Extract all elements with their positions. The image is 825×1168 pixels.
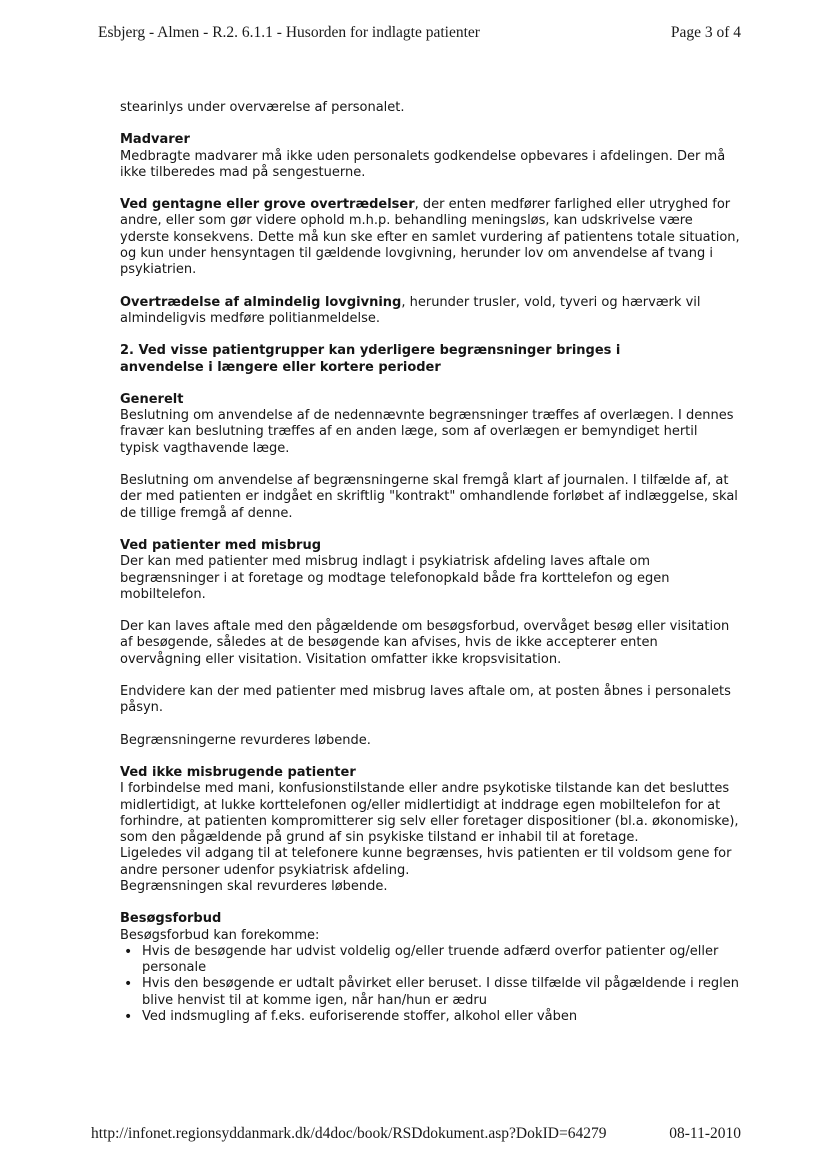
section-ikke-misbrug (120, 765, 740, 895)
text-lovgivning: , herunder trusler, vold, tyveri og hærværk vil almindeligvis medføre politianmeldelse. (120, 294, 701, 326)
heading-madvarer: Madvarer (120, 132, 190, 148)
footer-date: 08-11-2010 (669, 1125, 741, 1142)
ikke-misbrug-paragraph-2: Ligeledes vil adgang til at telefonere kunne begrænses, hvis patienten er til voldsom gene for andre personer udenfor psykiatrisk afdeling. (120, 846, 732, 878)
generelt-paragraph-2: Beslutning om anvendelse af begrænsningerne skal fremgå klart af journalen. I tilfælde af, at der med patienten er indgået en skriftlig "kontrakt" omhandlende forløbet af indlæggelse, skal de tillige fremgå af denne. (120, 473, 738, 521)
heading-ikke-misbrug: Ved ikke misbrugende patienter (120, 764, 356, 780)
text-grove-overtraedelser: , der enten medfører farlighed eller utryghed for andre, eller som gør videre ophold m.h.p. behandling meningsløs, kan udskrivelse være yderste konsekvens. Dette må kun ske efter en samlet vurdering af patientens totale situation, og kun under hensyntagen til gældende lovgivning, herunder lov om anvendelse af tvang i psykiatrien. (120, 197, 740, 278)
intro-line: stearinlys under overværelse af personalet. (120, 100, 405, 115)
misbrug-paragraph-4: Begrænsningerne revurderes løbende. (120, 732, 371, 748)
besoegsforbud-intro: Besøgsforbud kan forekomme: (120, 927, 320, 943)
misbrug-paragraph-2: Der kan laves aftale med den pågældende om besøgsforbud, overvåget besøg eller visitation af besøgende, således at de besøgende kan afvises, hvis de ikke accepterer enten overvågning eller visitation. Visitation omfatter ikke kropsvisitation. (120, 619, 730, 667)
bold-lovgivning: Overtrædelse af almindelig lovgivning (120, 294, 402, 310)
section-misbrug (120, 538, 740, 749)
list-item: • Hvis de besøgende har udvist voldelig og/eller truende adfærd overfor patienter og/eller personale (142, 944, 740, 977)
misbrug-paragraph-3: Endvidere kan der med patienter med misbrug laves aftale om, at posten åbnes i personalets påsyn. (120, 684, 731, 716)
footer-url: http://infonet.regionsyddanmark.dk/d4doc/book/RSDdokument.asp?DokID=64279 (91, 1125, 607, 1142)
list-item: • Hvis den besøgende er udtalt påvirket eller beruset. I disse tilfælde vil pågældende i reglen blive henvist til at komme igen, når han/hun er ædru (142, 976, 740, 1009)
section-besoegsforbud (120, 911, 740, 1025)
list-item: • Ved indsmugling af f.eks. euforiserende stoffer, alkohol eller våben (142, 1009, 740, 1025)
heading-besoegsforbud: Besøgsforbud (120, 911, 222, 927)
section-madvarer (120, 132, 740, 181)
heading-generelt: Generelt (120, 391, 184, 407)
paragraph-lovgivning (120, 295, 740, 328)
generelt-paragraph-1: Beslutning om anvendelse af de nedennævnte begrænsninger træffes af overlægen. I dennes fravær kan beslutning træffes af en anden læge, som af overlægen er bemyndiget hertil typisk vagthavende læge. (120, 408, 734, 456)
header-title: Esbjerg - Almen - R.2. 6.1.1 - Husorden for indlagte patienter (98, 24, 480, 41)
document-body (120, 100, 740, 1025)
section-generelt (120, 392, 740, 522)
page-number: Page 3 of 4 (670, 24, 741, 41)
misbrug-paragraph-1: Der kan med patienter med misbrug indlagt i psykiatrisk afdeling laves aftale om begrænsninger i at foretage og modtage telefonopkald både fra korttelefon og egen mobiltelefon. (120, 554, 670, 602)
paragraph-grove-overtraedelser (120, 197, 740, 278)
text-madvarer: Medbragte madvarer må ikke uden personalets godkendelse opbevares i afdelingen. Der må ikke tilberedes mad på sengestuerne. (120, 148, 726, 180)
besoegsforbud-list (120, 944, 740, 1025)
heading-misbrug: Ved patienter med misbrug (120, 537, 321, 553)
heading-section-2: 2. Ved visse patientgrupper kan yderligere begrænsninger bringes i anvendelse i længere eller kortere perioder (120, 343, 621, 375)
bold-grove-overtraedelser: Ved gentagne eller grove overtrædelser (120, 197, 415, 213)
ikke-misbrug-paragraph-3: Begrænsningen skal revurderes løbende. (120, 878, 388, 894)
ikke-misbrug-paragraph-1: I forbindelse med mani, konfusionstilstande eller andre psykotiske tilstande kan det besluttes midlertidigt, at lukke korttelefonen og/eller midlertidigt at inddrage egen mobiltelefon for at forhindre, at patienten kompromitterer sig selv eller foretager dispositioner (bl.a. økonomiske), som den pågældende på grund af sin psykiske tilstand er inhabil til at foretage. (120, 781, 739, 846)
